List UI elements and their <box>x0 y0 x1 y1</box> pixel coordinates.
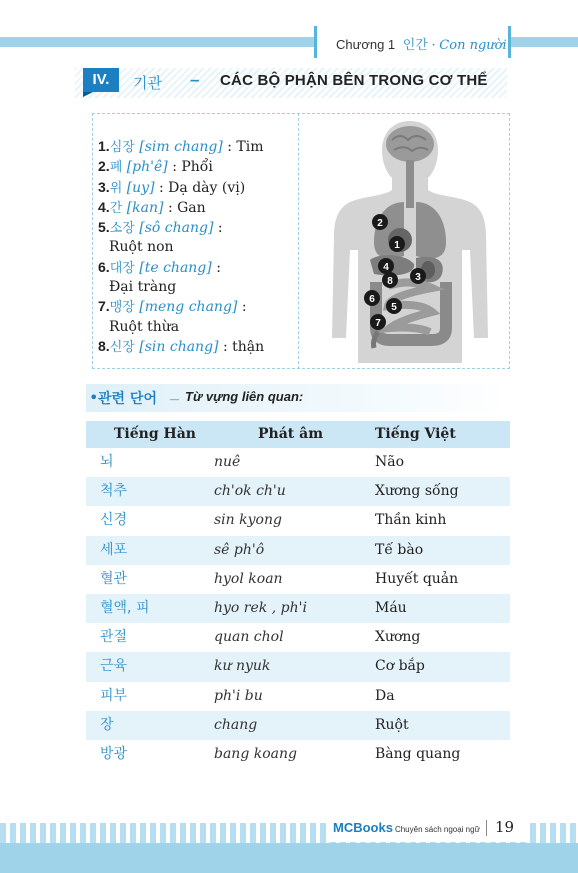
korean-cell: 신경 <box>100 512 128 529</box>
pronunciation-cell: ch'ok ch'u <box>214 483 286 500</box>
organ-number: 6. <box>98 258 110 275</box>
korean-cell: 관절 <box>100 629 128 646</box>
section-number: IV. <box>83 68 119 92</box>
table-row <box>86 652 510 681</box>
table-row <box>86 448 510 477</box>
chapter-label: Chương 1 <box>336 37 396 52</box>
korean-cell: 혈관 <box>100 570 128 587</box>
vietnamese-cell: Bàng quang <box>375 745 461 762</box>
pronunciation-cell: bang koang <box>214 745 297 762</box>
organ-number: 5. <box>98 219 110 236</box>
organ-meaning-continued: Ruột non <box>109 239 174 256</box>
organ-meaning: : <box>216 259 221 276</box>
footer-band-dark <box>0 843 578 873</box>
korean-cell: 방광 <box>100 745 128 762</box>
organ-item <box>98 258 298 278</box>
organ-pronunciation: [te chang] <box>139 259 212 276</box>
body-organs-figure <box>320 118 500 363</box>
organ-number: 1. <box>98 138 110 154</box>
table-row <box>86 740 510 769</box>
pronunciation-cell: sê ph'ô <box>214 541 265 558</box>
organ-item <box>98 157 298 177</box>
marker-2-label: 2 <box>377 218 383 229</box>
organ-korean: 폐 <box>109 160 123 176</box>
marker-6 <box>364 290 380 306</box>
organ-number: 8. <box>98 337 110 354</box>
vietnamese-cell: Não <box>375 454 405 470</box>
korean-cell: 혈액, 피 <box>100 599 150 616</box>
organ-korean: 위 <box>109 180 123 196</box>
related-words-bullet: • <box>89 388 99 407</box>
header-bar-left <box>0 37 314 47</box>
organ-list <box>98 137 298 357</box>
section-title-ko: 기관 <box>133 74 162 92</box>
organ-pronunciation: [sin chang] <box>139 338 219 355</box>
organ-korean: 신장 <box>109 339 135 355</box>
organ-pronunciation: [meng chang] <box>139 299 238 316</box>
pronunciation-cell: sin kyong <box>214 512 282 529</box>
vietnamese-cell: Da <box>375 687 395 704</box>
korean-cell: 근육 <box>100 658 128 675</box>
pronunciation-cell: hyo rek , ph'i <box>214 599 307 616</box>
marker-4 <box>378 258 394 274</box>
vietnamese-cell: Cơ bắp <box>375 658 425 675</box>
organ-item <box>98 198 298 218</box>
vietnamese-cell: Xương <box>375 629 421 646</box>
organ-meaning: : <box>241 299 247 316</box>
organ-pronunciation: [sim chang] <box>139 139 223 155</box>
column-header-pronunciation: Phát âm <box>258 426 324 442</box>
organ-pronunciation: [ph'ê] <box>126 159 168 176</box>
table-row <box>86 682 510 711</box>
vietnamese-cell: Ruột <box>375 716 409 733</box>
organ-meaning-continued: Ruột thừa <box>109 318 180 335</box>
pronunciation-cell: nuê <box>214 454 241 470</box>
trachea <box>406 160 414 208</box>
column-header-korean: Tiếng Hàn <box>114 426 196 442</box>
organ-pronunciation: [kan] <box>126 199 164 216</box>
publisher-brand: MCBooks <box>333 820 393 835</box>
organ-pronunciation: [uy] <box>126 179 155 196</box>
organ-number: 7. <box>98 298 110 315</box>
related-words-title-vi: Từ vựng liên quan: <box>185 389 304 404</box>
vietnamese-cell: Thần kinh <box>375 512 447 529</box>
table-row <box>86 594 510 623</box>
organ-item <box>98 178 298 198</box>
pronunciation-cell: chang <box>214 716 258 733</box>
organ-item <box>98 337 298 357</box>
panel-divider <box>298 113 299 369</box>
organ-meaning-continued: Đại tràng <box>109 279 177 296</box>
marker-3-label: 3 <box>415 272 421 283</box>
chapter-heading <box>336 34 507 53</box>
section-dash: – <box>190 70 200 89</box>
marker-6-label: 6 <box>369 294 375 305</box>
marker-7 <box>370 314 386 330</box>
pronunciation-cell: kư nyuk <box>214 658 271 675</box>
marker-8-label: 8 <box>387 276 393 287</box>
brain-shape <box>386 126 434 162</box>
organ-korean: 심장 <box>109 140 135 155</box>
vietnamese-cell: Huyết quản <box>375 570 459 587</box>
header-bar-right <box>511 37 578 47</box>
pronunciation-cell: quan chol <box>214 629 284 646</box>
marker-2 <box>372 214 388 230</box>
vocabulary-table <box>86 421 510 769</box>
page-number: 19 <box>495 818 515 836</box>
table-row <box>86 477 510 506</box>
marker-5 <box>386 298 402 314</box>
pronunciation-cell: hyol koan <box>214 570 283 587</box>
organ-meaning: : <box>217 220 223 237</box>
section-title-vi: CÁC BỘ PHẬN BÊN TRONG CƠ THỂ <box>220 72 488 89</box>
organ-meaning: : thận <box>222 338 265 355</box>
korean-cell: 장 <box>100 716 114 733</box>
marker-1 <box>389 236 405 252</box>
organ-number: 2. <box>98 158 110 175</box>
column-header-vietnamese: Tiếng Việt <box>375 426 456 442</box>
organ-meaning: : Tim <box>227 139 264 155</box>
footer-separator <box>486 820 487 836</box>
organ-meaning: : Phổi <box>172 159 213 176</box>
chapter-title-vi: Con người <box>439 38 507 53</box>
publisher-tagline: Chuyên sách ngoại ngữ <box>394 825 480 834</box>
marker-5-label: 5 <box>391 302 397 313</box>
organ-number: 3. <box>98 178 110 195</box>
organ-korean: 소장 <box>109 221 135 237</box>
marker-1-label: 1 <box>394 240 400 251</box>
organ-number: 4. <box>98 198 110 215</box>
vietnamese-cell: Máu <box>375 599 407 616</box>
publisher-logo <box>333 820 480 835</box>
korean-cell: 뇌 <box>100 454 114 470</box>
pronunciation-cell: ph'i bu <box>214 687 263 704</box>
organ-pronunciation: [sô chang] <box>139 220 214 237</box>
table-row <box>86 565 510 594</box>
organ-item <box>98 218 298 238</box>
korean-cell: 피부 <box>100 687 128 704</box>
marker-3 <box>410 268 426 284</box>
vietnamese-cell: Xương sống <box>375 483 459 500</box>
korean-cell: 척추 <box>100 483 128 500</box>
marker-7-label: 7 <box>375 318 381 329</box>
vietnamese-cell: Tế bào <box>375 541 424 558</box>
table-row <box>86 623 510 652</box>
organ-korean: 대장 <box>109 260 135 276</box>
organ-korean: 간 <box>109 200 123 216</box>
organ-meaning: : Gan <box>167 199 206 216</box>
related-words-separator: _ <box>170 385 179 402</box>
korean-cell: 세포 <box>100 541 128 558</box>
table-row <box>86 536 510 565</box>
marker-8 <box>382 272 398 288</box>
organ-item <box>98 297 298 317</box>
table-row <box>86 711 510 740</box>
organ-item <box>98 137 298 157</box>
organ-korean: 맹장 <box>109 300 135 316</box>
table-row <box>86 506 510 535</box>
chapter-separator: · <box>431 38 436 53</box>
organ-meaning: : Dạ dày (vị) <box>159 179 246 196</box>
chapter-title-ko: 인간 <box>402 37 428 52</box>
table-header-row <box>86 421 510 448</box>
related-words-title-ko: 관련 단어 <box>98 391 157 407</box>
marker-4-label: 4 <box>383 262 389 273</box>
